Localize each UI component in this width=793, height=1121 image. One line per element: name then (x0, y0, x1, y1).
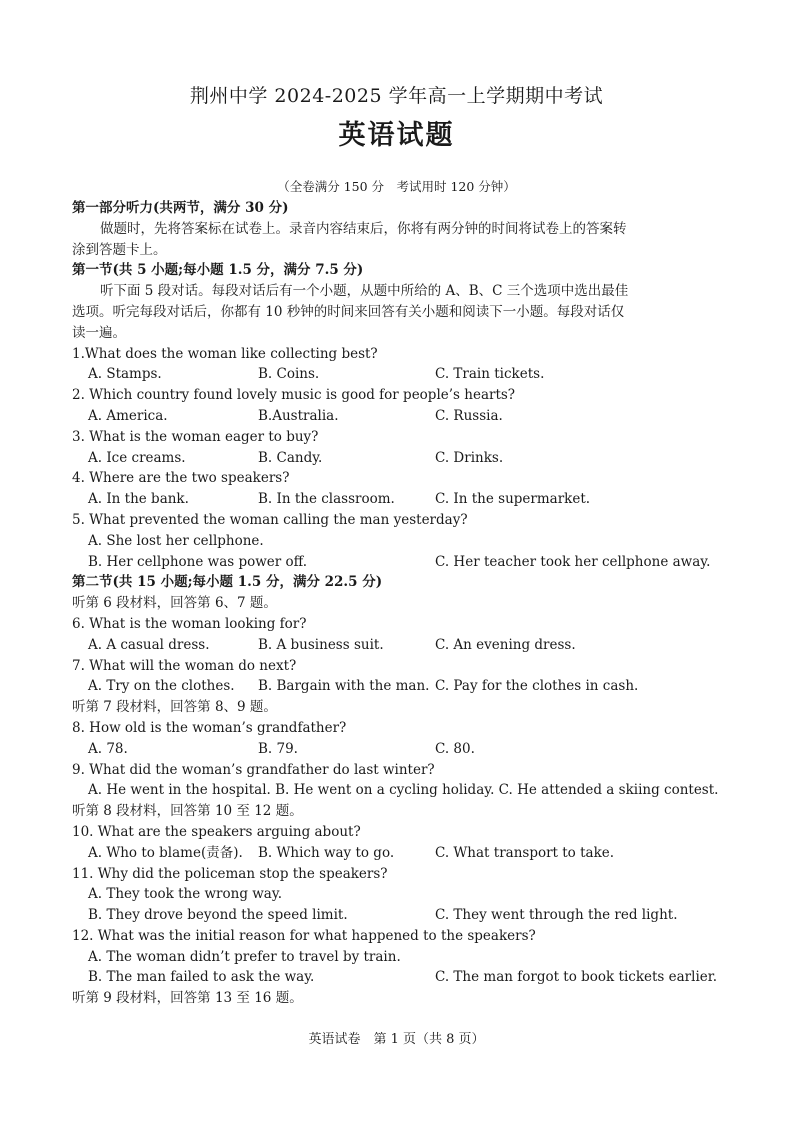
section1-heading: 第一节(共 5 小题;每小题 1.5 分，满分 7.5 分) (72, 262, 364, 279)
question-4-options (72, 489, 728, 510)
option-c: C. 80. (435, 740, 475, 757)
part1-heading: 第一部分听力(共两节，满分 30 分) (72, 200, 289, 216)
question-11-option-a-row (72, 884, 728, 905)
option-b: B. 79. (258, 740, 298, 757)
option-c: C. Pay for the clothes in cash. (435, 678, 639, 695)
question-12-options-bc (72, 967, 728, 988)
question-3-options (72, 448, 728, 469)
question-8: 8. How old is the woman’s grandfather? (72, 719, 347, 736)
option-b: B. The man failed to ask the way. (88, 969, 315, 986)
option-c: C. An evening dress. (435, 636, 576, 653)
question-12: 12. What was the initial reason for what happened to the speakers? (72, 927, 536, 944)
exam-note: （全卷满分 150 分 考试用时 120 分钟） (277, 179, 516, 194)
section1-instruction-line1: 听下面 5 段对话。每段对话后有一个小题，从题中所给的 A、B、C 三个选项中选出最佳 (100, 283, 629, 300)
section1-instruction-line3: 读一遍。 (72, 324, 126, 341)
option-a: A. She lost her cellphone. (88, 532, 264, 549)
question-10-options (72, 843, 728, 864)
option-b: B. In the classroom. (258, 491, 395, 508)
question-2: 2. Which country found lovely music is good for people’s hearts? (72, 387, 516, 404)
option-b: B. Coins. (258, 366, 320, 383)
direction-material-7: 听第 7 段材料，回答第 8、9 题。 (72, 699, 277, 716)
part1-instruction-line2: 涂到答题卡上。 (72, 241, 167, 258)
question-3: 3. What is the woman eager to buy? (72, 428, 319, 445)
direction-material-9: 听第 9 段材料，回答第 13 至 16 题。 (72, 990, 303, 1007)
exam-body (72, 198, 728, 1009)
exam-subject-title: 英语试题 (338, 120, 455, 151)
option-c: C. Drinks. (435, 449, 504, 466)
question-1: 1.What does the woman like collecting best? (72, 345, 378, 362)
option-b: B. Candy. (258, 449, 323, 466)
question-8-options (72, 739, 728, 760)
option-b: B. Bargain with the man. (258, 678, 430, 695)
option-a: A. America. (88, 407, 168, 424)
option-c: C. Train tickets. (435, 366, 545, 383)
question-6-options (72, 635, 728, 656)
option-a: A. Who to blame(责备). (88, 844, 243, 861)
option-b: B. A business suit. (258, 636, 384, 653)
part1-instruction-line1: 做题时，先将答案标在试卷上。录音内容结束后，你将有两分钟的时间将试卷上的答案转 (100, 220, 627, 237)
option-b: B. They drove beyond the speed limit. (88, 907, 348, 924)
page-footer: 英语试卷 第 1 页（共 8 页） (308, 1032, 485, 1047)
question-5-options-bc (72, 552, 728, 573)
question-12-option-a-row (72, 947, 728, 968)
option-a: A. In the bank. (88, 491, 189, 508)
exam-title: 荆州中学 2024-2025 学年高一上学期期中考试 (189, 85, 604, 107)
option-a: A. A casual dress. (88, 636, 210, 653)
question-1-options (72, 364, 728, 385)
option-a: A. Stamps. (88, 366, 162, 383)
option-b: B. Which way to go. (258, 844, 395, 861)
question-9-options: A. He went in the hospital. B. He went on a cycling holiday. C. He attended a skiing contest. (88, 782, 719, 799)
option-c: C. What transport to take. (435, 844, 615, 861)
option-a: A. 78. (88, 740, 128, 757)
question-10: 10. What are the speakers arguing about? (72, 823, 361, 840)
option-b: B. Her cellphone was power off. (88, 553, 308, 570)
option-a: A. The woman didn’t prefer to travel by train. (88, 948, 401, 965)
direction-material-8: 听第 8 段材料，回答第 10 至 12 题。 (72, 803, 303, 820)
question-2-options (72, 406, 728, 427)
option-c: C. The man forgot to book tickets earlier. (435, 969, 718, 986)
option-a: A. Try on the clothes. (88, 678, 235, 695)
question-7-options (72, 676, 728, 697)
question-4: 4. Where are the two speakers? (72, 470, 290, 487)
question-6: 6. What is the woman looking for? (72, 615, 307, 632)
option-c: C. Her teacher took her cellphone away. (435, 553, 711, 570)
option-c: C. In the supermarket. (435, 491, 591, 508)
question-5-option-a-row (72, 531, 728, 552)
option-a: A. Ice creams. (88, 449, 186, 466)
question-11-options-bc (72, 905, 728, 926)
direction-material-6: 听第 6 段材料，回答第 6、7 题。 (72, 595, 277, 612)
option-b: B.Australia. (258, 407, 339, 424)
question-5: 5. What prevented the woman calling the man yesterday? (72, 511, 468, 528)
question-11: 11. Why did the policeman stop the speakers? (72, 865, 388, 882)
option-c: C. They went through the red light. (435, 907, 678, 924)
section1-instruction-line2: 选项。听完每段对话后，你都有 10 秒钟的时间来回答有关小题和阅读下一小题。每段对话仅 (72, 303, 625, 320)
section2-heading: 第二节(共 15 小题;每小题 1.5 分，满分 22.5 分) (72, 574, 383, 591)
option-c: C. Russia. (435, 407, 503, 424)
option-a: A. They took the wrong way. (88, 886, 282, 903)
question-9: 9. What did the woman’s grandfather do last winter? (72, 761, 435, 778)
question-7: 7. What will the woman do next? (72, 657, 297, 674)
